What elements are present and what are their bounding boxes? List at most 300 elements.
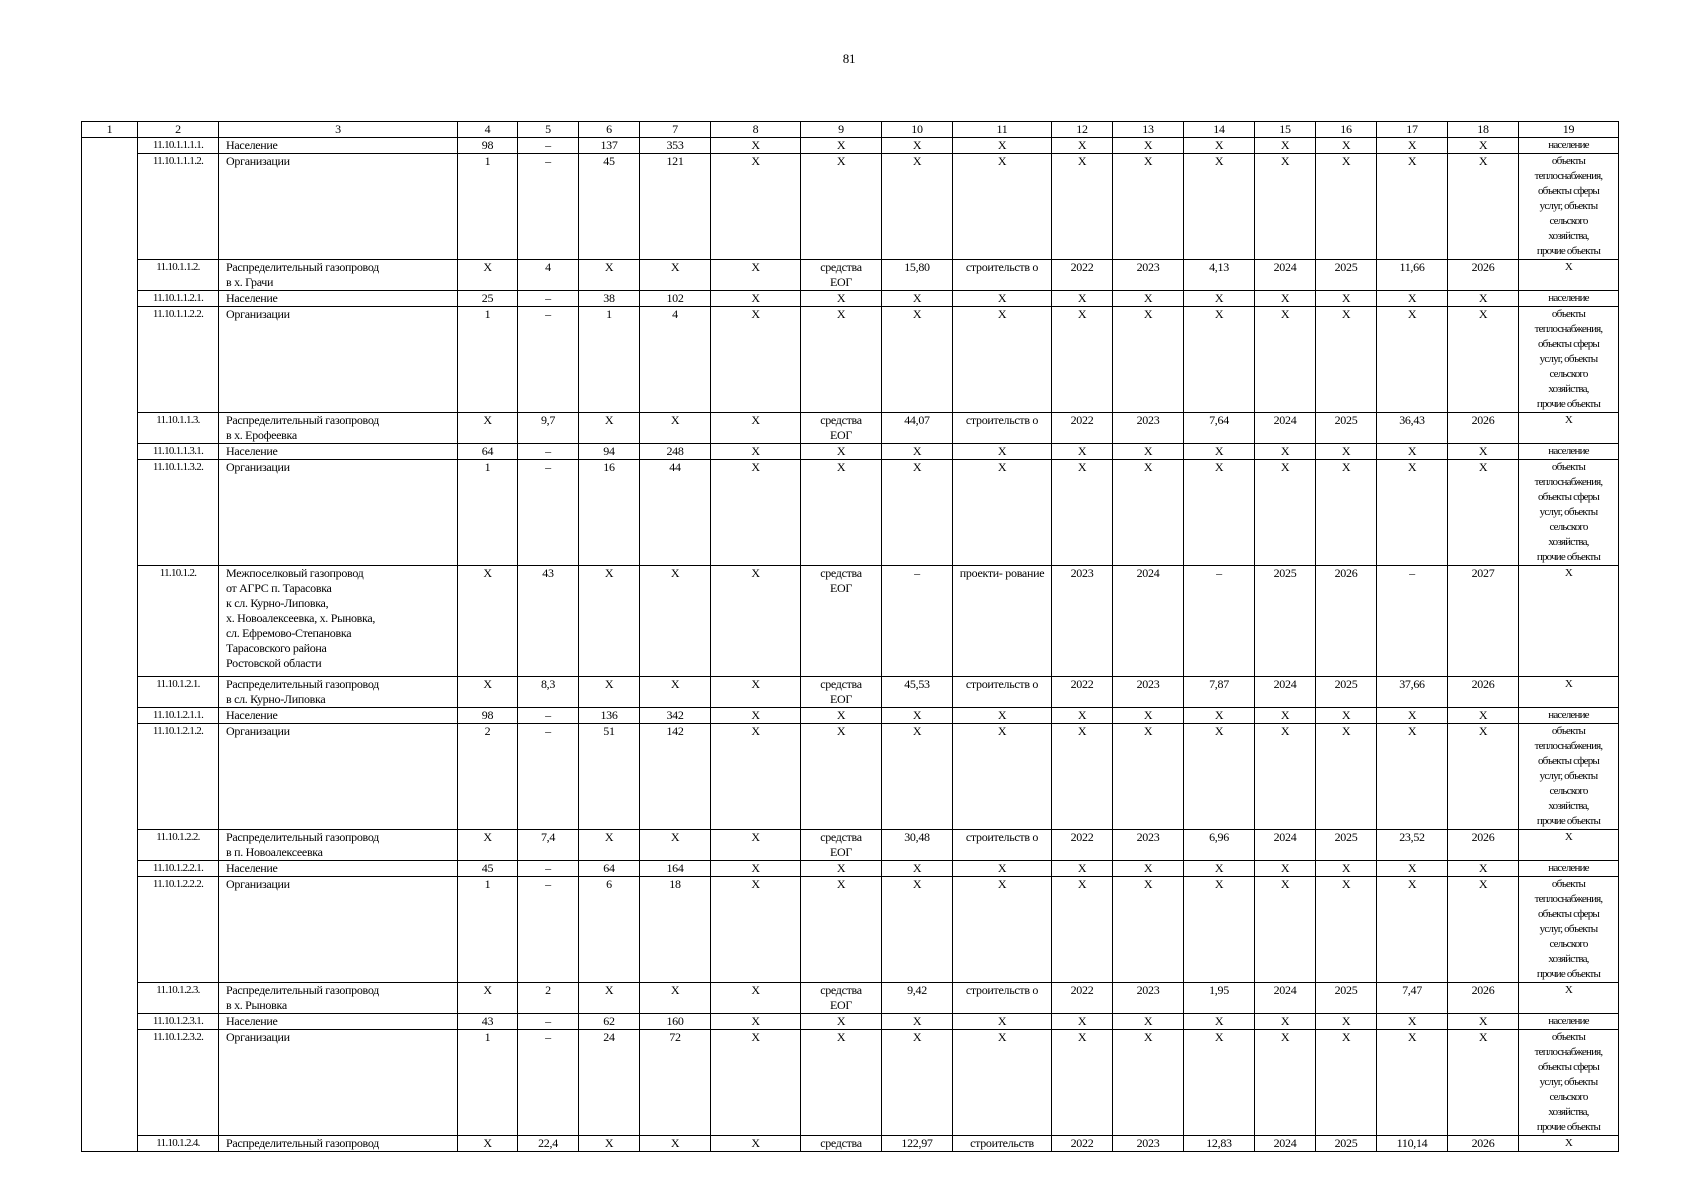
cell-name: Организации: [219, 877, 458, 983]
cell-c10: 44,07: [882, 413, 953, 444]
cell-c16: X: [1316, 724, 1377, 830]
cell-c17: X: [1377, 877, 1448, 983]
cell-c4: 98: [458, 138, 518, 154]
column-number-6: 6: [579, 122, 640, 138]
cell-c5: –: [518, 154, 579, 260]
cell-c8: X: [711, 1014, 801, 1030]
cell-name: Население: [219, 861, 458, 877]
cell-c10: X: [882, 138, 953, 154]
column-number-15: 15: [1255, 122, 1316, 138]
cell-c14: X: [1184, 138, 1255, 154]
table-row: [82, 260, 1619, 291]
cell-c16: X: [1316, 861, 1377, 877]
cell-c12: X: [1052, 460, 1113, 566]
cell-c18: 2026: [1448, 260, 1519, 291]
cell-c18: X: [1448, 1014, 1519, 1030]
cell-c18: X: [1448, 307, 1519, 413]
cell-c9: X: [801, 307, 882, 413]
cell-c9: X: [801, 138, 882, 154]
cell-c5: 43: [518, 566, 579, 677]
cell-code: 11.10.1.1.3.: [138, 413, 219, 444]
cell-c13: X: [1113, 861, 1184, 877]
column-numbers-row: [82, 122, 1619, 138]
cell-c4: 64: [458, 444, 518, 460]
cell-c17: 36,43: [1377, 413, 1448, 444]
cell-c17: X: [1377, 724, 1448, 830]
cell-c11: X: [953, 1030, 1052, 1136]
cell-c9: X: [801, 877, 882, 983]
cell-name: Население: [219, 708, 458, 724]
cell-c14: 4,13: [1184, 260, 1255, 291]
cell-c7: 164: [640, 861, 711, 877]
cell-c16: X: [1316, 877, 1377, 983]
cell-c15: 2024: [1255, 1136, 1316, 1152]
cell-c14: X: [1184, 307, 1255, 413]
cell-c10: X: [882, 307, 953, 413]
cell-c8: X: [711, 154, 801, 260]
cell-c8: X: [711, 877, 801, 983]
table-row: [82, 154, 1619, 260]
cell-c7: 353: [640, 138, 711, 154]
cell-c16: X: [1316, 460, 1377, 566]
cell-c9: X: [801, 1030, 882, 1136]
cell-c16: X: [1316, 291, 1377, 307]
column-number-4: 4: [458, 122, 518, 138]
column-number-5: 5: [518, 122, 579, 138]
cell-c5: 9,7: [518, 413, 579, 444]
cell-c4: X: [458, 413, 518, 444]
cell-c12: 2022: [1052, 830, 1113, 861]
table-row: [82, 291, 1619, 307]
cell-c15: X: [1255, 1014, 1316, 1030]
cell-c6: X: [579, 566, 640, 677]
cell-c15: X: [1255, 460, 1316, 566]
cell-c16: 2025: [1316, 830, 1377, 861]
cell-c19: объекты теплоснабжения, объекты сферы услуг, объекты сельского хозяйства, прочие объекты: [1519, 154, 1619, 260]
cell-c12: 2022: [1052, 1136, 1113, 1152]
cell-c6: 1: [579, 307, 640, 413]
cell-c17: 23,52: [1377, 830, 1448, 861]
cell-name: Организации: [219, 1030, 458, 1136]
cell-c8: X: [711, 1136, 801, 1152]
cell-c14: X: [1184, 861, 1255, 877]
cell-c17: X: [1377, 291, 1448, 307]
cell-c6: 38: [579, 291, 640, 307]
cell-c8: X: [711, 830, 801, 861]
cell-c5: 2: [518, 983, 579, 1014]
cell-c5: –: [518, 861, 579, 877]
cell-c10: 9,42: [882, 983, 953, 1014]
table-row: [82, 877, 1619, 983]
cell-c12: 2022: [1052, 413, 1113, 444]
cell-name: Распределительный газопровод в п. Новоалексеевка: [219, 830, 458, 861]
cell-c16: X: [1316, 708, 1377, 724]
cell-c5: –: [518, 1014, 579, 1030]
cell-c17: X: [1377, 154, 1448, 260]
cell-c4: 1: [458, 877, 518, 983]
cell-c15: 2024: [1255, 260, 1316, 291]
cell-c7: 18: [640, 877, 711, 983]
cell-c4: 1: [458, 1030, 518, 1136]
cell-c19: X: [1519, 983, 1619, 1014]
column-number-16: 16: [1316, 122, 1377, 138]
cell-c7: X: [640, 260, 711, 291]
cell-c13: X: [1113, 724, 1184, 830]
cell-c8: X: [711, 708, 801, 724]
cell-c18: 2026: [1448, 413, 1519, 444]
cell-c17: 37,66: [1377, 677, 1448, 708]
cell-c11: X: [953, 877, 1052, 983]
cell-code: 11.10.1.2.2.1.: [138, 861, 219, 877]
table-row: [82, 307, 1619, 413]
section-column-cell: [82, 138, 138, 1152]
column-number-7: 7: [640, 122, 711, 138]
cell-c14: X: [1184, 1014, 1255, 1030]
cell-c10: X: [882, 861, 953, 877]
table-row: [82, 708, 1619, 724]
cell-c15: X: [1255, 291, 1316, 307]
cell-c12: X: [1052, 861, 1113, 877]
column-number-11: 11: [953, 122, 1052, 138]
gas-pipeline-table: [81, 121, 1619, 1152]
cell-c7: X: [640, 677, 711, 708]
cell-c5: –: [518, 724, 579, 830]
cell-c4: 43: [458, 1014, 518, 1030]
column-number-8: 8: [711, 122, 801, 138]
cell-c14: X: [1184, 1030, 1255, 1136]
cell-c16: 2025: [1316, 983, 1377, 1014]
cell-c15: X: [1255, 307, 1316, 413]
cell-code: 11.10.1.1.1.2.: [138, 154, 219, 260]
cell-c17: X: [1377, 138, 1448, 154]
cell-c13: X: [1113, 444, 1184, 460]
cell-c17: 7,47: [1377, 983, 1448, 1014]
column-number-14: 14: [1184, 122, 1255, 138]
cell-c14: X: [1184, 291, 1255, 307]
cell-name: Население: [219, 1014, 458, 1030]
cell-c18: X: [1448, 460, 1519, 566]
cell-c6: X: [579, 413, 640, 444]
cell-c5: 7,4: [518, 830, 579, 861]
cell-c10: 30,48: [882, 830, 953, 861]
table-row: [82, 1030, 1619, 1136]
cell-code: 11.10.1.2.3.: [138, 983, 219, 1014]
cell-c12: X: [1052, 877, 1113, 983]
cell-c12: X: [1052, 724, 1113, 830]
cell-c12: X: [1052, 138, 1113, 154]
cell-c4: 98: [458, 708, 518, 724]
table-row: [82, 460, 1619, 566]
cell-c4: 1: [458, 460, 518, 566]
cell-c18: 2026: [1448, 1136, 1519, 1152]
cell-c15: X: [1255, 724, 1316, 830]
cell-c13: X: [1113, 877, 1184, 983]
cell-name: Население: [219, 291, 458, 307]
cell-c7: X: [640, 830, 711, 861]
cell-c7: X: [640, 413, 711, 444]
cell-c4: X: [458, 566, 518, 677]
cell-c18: X: [1448, 877, 1519, 983]
cell-code: 11.10.1.2.3.2.: [138, 1030, 219, 1136]
cell-c6: 51: [579, 724, 640, 830]
cell-code: 11.10.1.1.2.2.: [138, 307, 219, 413]
table-row: [82, 444, 1619, 460]
table-row: [82, 830, 1619, 861]
cell-c11: строительств о: [953, 830, 1052, 861]
cell-c15: 2024: [1255, 983, 1316, 1014]
cell-c15: 2024: [1255, 413, 1316, 444]
cell-c14: X: [1184, 154, 1255, 260]
cell-code: 11.10.1.1.1.1.: [138, 138, 219, 154]
cell-c14: 1,95: [1184, 983, 1255, 1014]
cell-c12: X: [1052, 708, 1113, 724]
cell-c7: 121: [640, 154, 711, 260]
cell-c6: 136: [579, 708, 640, 724]
table-row: [82, 983, 1619, 1014]
cell-c9: X: [801, 154, 882, 260]
cell-c12: 2022: [1052, 677, 1113, 708]
column-number-17: 17: [1377, 122, 1448, 138]
cell-c9: X: [801, 861, 882, 877]
cell-c6: 137: [579, 138, 640, 154]
cell-c18: X: [1448, 154, 1519, 260]
cell-c19: X: [1519, 260, 1619, 291]
cell-c4: X: [458, 677, 518, 708]
cell-c9: X: [801, 460, 882, 566]
cell-c18: 2026: [1448, 677, 1519, 708]
cell-c7: X: [640, 1136, 711, 1152]
cell-c5: –: [518, 444, 579, 460]
cell-c12: X: [1052, 154, 1113, 260]
cell-c5: 4: [518, 260, 579, 291]
cell-c17: X: [1377, 861, 1448, 877]
cell-c5: –: [518, 307, 579, 413]
cell-c16: 2026: [1316, 566, 1377, 677]
cell-c8: X: [711, 983, 801, 1014]
cell-name: Распределительный газопровод в х. Ерофеевка: [219, 413, 458, 444]
cell-c18: 2027: [1448, 566, 1519, 677]
cell-code: 11.10.1.2.2.2.: [138, 877, 219, 983]
cell-c10: 122,97: [882, 1136, 953, 1152]
cell-c10: X: [882, 444, 953, 460]
cell-c15: X: [1255, 138, 1316, 154]
cell-c16: X: [1316, 444, 1377, 460]
cell-c9: X: [801, 291, 882, 307]
cell-c16: X: [1316, 1014, 1377, 1030]
cell-c6: X: [579, 1136, 640, 1152]
cell-name: Организации: [219, 154, 458, 260]
cell-c4: X: [458, 1136, 518, 1152]
cell-c17: X: [1377, 444, 1448, 460]
cell-c4: X: [458, 830, 518, 861]
cell-c10: X: [882, 724, 953, 830]
cell-c9: X: [801, 724, 882, 830]
cell-c16: 2025: [1316, 677, 1377, 708]
cell-c5: –: [518, 1030, 579, 1136]
cell-c16: X: [1316, 154, 1377, 260]
cell-c4: X: [458, 260, 518, 291]
cell-c11: строительств о: [953, 983, 1052, 1014]
cell-code: 11.10.1.2.1.1.: [138, 708, 219, 724]
cell-c6: 16: [579, 460, 640, 566]
cell-c6: X: [579, 983, 640, 1014]
cell-c16: X: [1316, 307, 1377, 413]
cell-c13: 2023: [1113, 260, 1184, 291]
cell-c16: 2025: [1316, 413, 1377, 444]
cell-c11: проекти- рование: [953, 566, 1052, 677]
cell-code: 11.10.1.2.2.: [138, 830, 219, 861]
cell-c11: X: [953, 1014, 1052, 1030]
cell-c10: 45,53: [882, 677, 953, 708]
cell-code: 11.10.1.2.4.: [138, 1136, 219, 1152]
cell-c11: строительств о: [953, 260, 1052, 291]
cell-c15: X: [1255, 708, 1316, 724]
cell-c10: X: [882, 460, 953, 566]
cell-c14: 7,87: [1184, 677, 1255, 708]
cell-c19: X: [1519, 830, 1619, 861]
cell-c4: 45: [458, 861, 518, 877]
cell-c19: население: [1519, 444, 1619, 460]
cell-c13: X: [1113, 1030, 1184, 1136]
cell-c6: X: [579, 830, 640, 861]
cell-c12: X: [1052, 1014, 1113, 1030]
cell-c6: 64: [579, 861, 640, 877]
cell-c10: X: [882, 708, 953, 724]
cell-c15: X: [1255, 877, 1316, 983]
cell-code: 11.10.1.1.3.2.: [138, 460, 219, 566]
cell-c19: X: [1519, 677, 1619, 708]
cell-c9: средства ЕОГ: [801, 413, 882, 444]
cell-c14: X: [1184, 708, 1255, 724]
cell-name: Распределительный газопровод в сл. Курно-Липовка: [219, 677, 458, 708]
cell-c11: X: [953, 861, 1052, 877]
cell-c4: 25: [458, 291, 518, 307]
cell-c8: X: [711, 413, 801, 444]
cell-c8: X: [711, 677, 801, 708]
cell-c6: 62: [579, 1014, 640, 1030]
cell-c16: 2025: [1316, 1136, 1377, 1152]
cell-c19: население: [1519, 138, 1619, 154]
cell-c11: X: [953, 291, 1052, 307]
cell-c16: 2025: [1316, 260, 1377, 291]
cell-name: Население: [219, 138, 458, 154]
cell-c5: –: [518, 877, 579, 983]
cell-c14: X: [1184, 444, 1255, 460]
cell-c6: 45: [579, 154, 640, 260]
cell-c9: X: [801, 444, 882, 460]
cell-c11: X: [953, 708, 1052, 724]
cell-c19: население: [1519, 708, 1619, 724]
cell-c7: 342: [640, 708, 711, 724]
cell-name: Организации: [219, 724, 458, 830]
cell-c14: 6,96: [1184, 830, 1255, 861]
cell-c11: X: [953, 460, 1052, 566]
cell-c13: X: [1113, 708, 1184, 724]
cell-c18: X: [1448, 444, 1519, 460]
cell-c7: 102: [640, 291, 711, 307]
cell-c9: X: [801, 708, 882, 724]
cell-c7: 44: [640, 460, 711, 566]
cell-c5: –: [518, 708, 579, 724]
cell-c19: население: [1519, 291, 1619, 307]
cell-name: Распределительный газопровод в х. Грачи: [219, 260, 458, 291]
cell-c10: X: [882, 291, 953, 307]
cell-c8: X: [711, 260, 801, 291]
column-number-12: 12: [1052, 122, 1113, 138]
table-row: [82, 566, 1619, 677]
cell-c14: –: [1184, 566, 1255, 677]
cell-c12: 2022: [1052, 260, 1113, 291]
cell-c17: 110,14: [1377, 1136, 1448, 1152]
cell-c8: X: [711, 460, 801, 566]
table-row: [82, 861, 1619, 877]
cell-c12: X: [1052, 1030, 1113, 1136]
cell-c10: X: [882, 1014, 953, 1030]
cell-c15: X: [1255, 1030, 1316, 1136]
cell-c6: X: [579, 260, 640, 291]
cell-c8: X: [711, 1030, 801, 1136]
table-row: [82, 677, 1619, 708]
cell-c4: X: [458, 983, 518, 1014]
column-number-9: 9: [801, 122, 882, 138]
cell-c7: 72: [640, 1030, 711, 1136]
column-number-19: 19: [1519, 122, 1619, 138]
cell-name: Распределительный газопровод в х. Рыновка: [219, 983, 458, 1014]
cell-code: 11.10.1.1.3.1.: [138, 444, 219, 460]
cell-c13: 2023: [1113, 677, 1184, 708]
cell-c11: строительств о: [953, 677, 1052, 708]
cell-c8: X: [711, 724, 801, 830]
cell-c4: 1: [458, 154, 518, 260]
cell-c5: 8,3: [518, 677, 579, 708]
cell-c18: X: [1448, 1030, 1519, 1136]
cell-c18: X: [1448, 138, 1519, 154]
cell-c5: –: [518, 460, 579, 566]
table-row: [82, 724, 1619, 830]
cell-c9: средства: [801, 1136, 882, 1152]
cell-c13: 2023: [1113, 830, 1184, 861]
cell-code: 11.10.1.2.1.2.: [138, 724, 219, 830]
cell-c11: X: [953, 307, 1052, 413]
cell-c15: X: [1255, 444, 1316, 460]
cell-c11: строительств о: [953, 413, 1052, 444]
cell-c13: X: [1113, 307, 1184, 413]
cell-c12: 2023: [1052, 566, 1113, 677]
cell-c15: 2024: [1255, 677, 1316, 708]
cell-c5: –: [518, 291, 579, 307]
cell-c6: X: [579, 677, 640, 708]
cell-c19: объекты теплоснабжения, объекты сферы услуг, объекты сельского хозяйства, прочие объекты: [1519, 1030, 1619, 1136]
column-number-3: 3: [219, 122, 458, 138]
cell-c10: X: [882, 877, 953, 983]
cell-c17: 11,66: [1377, 260, 1448, 291]
cell-c11: строительств: [953, 1136, 1052, 1152]
cell-c12: X: [1052, 307, 1113, 413]
cell-c8: X: [711, 861, 801, 877]
cell-c17: X: [1377, 708, 1448, 724]
cell-c13: X: [1113, 291, 1184, 307]
cell-c8: X: [711, 566, 801, 677]
table-row: [82, 1136, 1619, 1152]
cell-c8: X: [711, 307, 801, 413]
cell-c17: X: [1377, 1014, 1448, 1030]
cell-c18: X: [1448, 724, 1519, 830]
cell-c9: средства ЕОГ: [801, 677, 882, 708]
cell-c8: X: [711, 291, 801, 307]
cell-c13: X: [1113, 460, 1184, 566]
cell-c11: X: [953, 154, 1052, 260]
cell-c10: –: [882, 566, 953, 677]
